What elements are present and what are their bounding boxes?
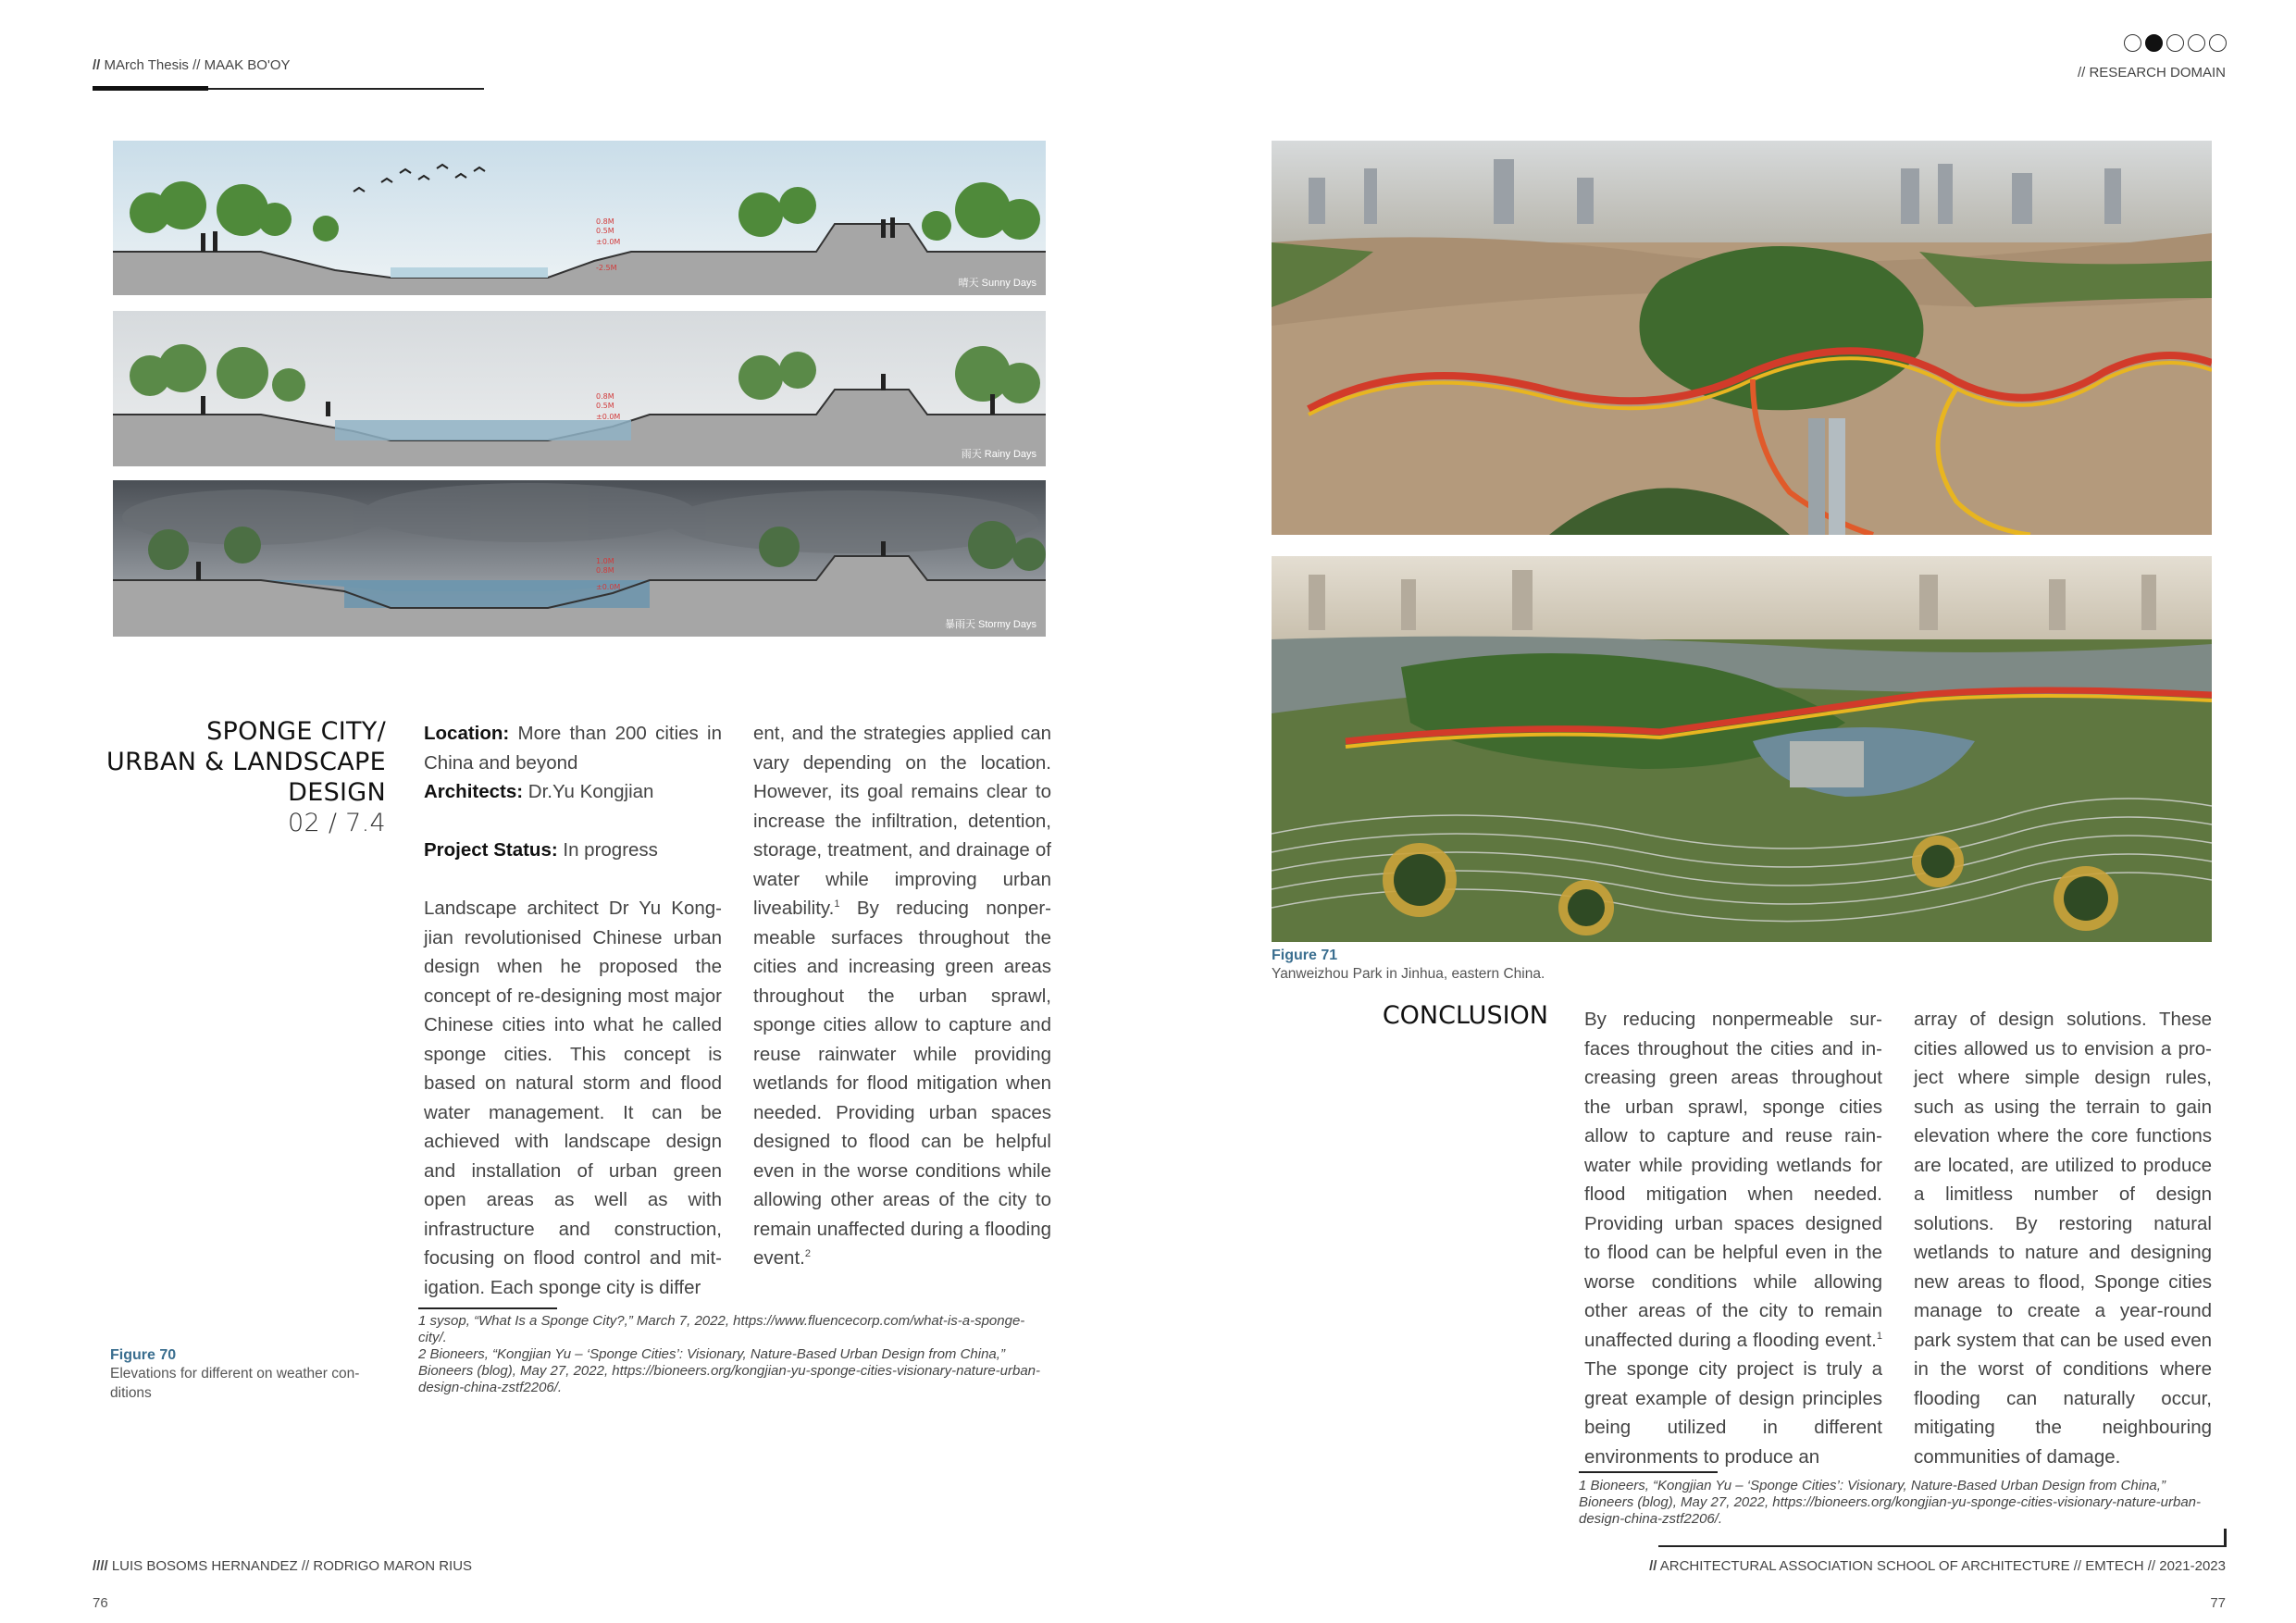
svg-text:1.0M: 1.0M	[596, 557, 614, 565]
location-label: Location:	[424, 723, 510, 744]
figure-71-title: Figure 71	[1272, 948, 1338, 963]
footnote-rule	[418, 1307, 557, 1309]
architects-label: Architects:	[424, 781, 524, 802]
page-indicator	[2124, 34, 2227, 52]
page-dot	[2124, 34, 2141, 52]
footer-authors	[93, 1558, 472, 1574]
svg-text:±0.0M: ±0.0M	[596, 583, 621, 591]
elevation-rainy-label: 雨天 Rainy Days	[961, 449, 1036, 460]
footnotes	[418, 1313, 1049, 1396]
figure-70-caption	[110, 1347, 392, 1403]
elevation-sunny-image	[113, 141, 1046, 295]
elevation-stormy-image	[113, 480, 1046, 637]
location-value: More than 200 cities in China and beyond	[424, 723, 722, 774]
header-left	[93, 57, 291, 73]
body-column-2	[753, 719, 1051, 1273]
elevation-stormy-label: 暴雨天 Stormy Days	[944, 619, 1036, 630]
section-number: 02 / 7.4	[288, 809, 386, 837]
body-column-1	[424, 719, 722, 1302]
footnote-right: 1 Bioneers, “Kongjian Yu – ‘Sponge Cities’: Visionary, Nature-Based Urban Design from China,” Bioneers (blog), May 27, 2022, https://bioneers.org/kongjian-yu-sponge-cities-visionary-nature-urban-design-china-zstf2206/.	[1579, 1478, 2202, 1527]
footnote-rule-right	[1579, 1471, 1718, 1473]
footer-rule	[1658, 1545, 2226, 1547]
park-aerial-photo-top	[1272, 141, 2212, 535]
authors-text: LUIS BOSOMS HERNANDEZ // RODRIGO MARON RIUS	[111, 1558, 473, 1574]
elevation-rainy-image	[113, 311, 1046, 466]
body-paragraph: Landscape architect Dr Yu Kongjian revolutionised Chinese urban design when he proposed the concept of re-designing most major Chinese cities into what he called sponge cities. This concept is based on natural storm and flood water management. It can be achieved with landscape design and installation of urban green open areas as well as with infrastructure and construction, focusing on flood control and mitigation. Each sponge city is differ	[424, 898, 722, 1298]
footnote-2: 2 Bioneers, “Kongjian Yu – ‘Sponge Cities’: Visionary, Nature-Based Urban Design from China,” Bioneers (blog), May 27, 2022, https://bioneers.org/kongjian-yu-sponge-cities-visionary-nature-urban-design-china-zstf2206/.	[418, 1346, 1041, 1395]
footnote-ref: 1	[834, 898, 840, 911]
page-dot-active	[2145, 34, 2163, 52]
project-status	[424, 836, 722, 865]
section-title-line-2: URBAN & LANDSCAPE	[106, 748, 386, 776]
page-number-right: 77	[2210, 1595, 2226, 1611]
architects-value: Dr.Yu Kongjian	[527, 781, 654, 802]
footer-left-prefix: ////	[93, 1558, 108, 1574]
school-text: ARCHITECTURAL ASSOCIATION SCHOOL OF ARCHITECTURE // EMTECH // 2021-2023	[1659, 1558, 2226, 1574]
svg-text:0.8M: 0.8M	[596, 392, 614, 401]
page-dot	[2209, 34, 2227, 52]
footnote-ref: 2	[804, 1248, 811, 1260]
section-title-line-1: SPONGE CITY/	[206, 717, 386, 746]
section-title-line-3: DESIGN	[288, 778, 386, 807]
section-tag: // RESEARCH DOMAIN	[2077, 65, 2226, 81]
thesis-title: MArch Thesis // MAAK BO'OY	[104, 57, 291, 73]
page-dot	[2188, 34, 2205, 52]
section-title	[106, 716, 386, 838]
header-left-prefix: //	[93, 57, 101, 73]
body-paragraph-continued	[753, 719, 1051, 1273]
footer-right-prefix: //	[1649, 1558, 1657, 1574]
svg-text:0.8M: 0.8M	[596, 217, 614, 226]
conclusion-text: The sponge city project is truly a great example of design principles being utilized in different environments to produce an	[1584, 1358, 1882, 1468]
conclusion-text: By reducing nonpermeable surfaces throughout the cities and increasing green areas throughout the urban sprawl, sponge cities allow to capture and reuse rainwater while providing wetlands for flood mitigation when needed. Providing urban spaces designed to flood can be helpful even in the worse conditions while allowing other areas of the city to remain unaffected during a flooding event.	[1584, 1009, 1882, 1351]
figure-70-text: Elevations for different on weather conditions	[110, 1366, 360, 1401]
figure-70-title: Figure 70	[110, 1347, 177, 1363]
conclusion-title: CONCLUSION	[1382, 1001, 1548, 1030]
conclusion-paragraph	[1584, 1005, 1882, 1471]
header-rule-accent	[93, 86, 208, 91]
elevation-sunny-label: 晴天 Sunny Days	[958, 278, 1036, 289]
figure-71-text: Yanweizhou Park in Jinhua, eastern China.	[1272, 966, 1545, 982]
status-value: In progress	[563, 839, 658, 861]
svg-text:±0.0M: ±0.0M	[596, 238, 621, 246]
footnote-1: 1 sysop, “What Is a Sponge City?,” March 7, 2022, https://www.fluencecorp.com/what-is-a-sponge-city/.	[418, 1313, 1025, 1345]
park-aerial-photo-bottom	[1272, 556, 2212, 942]
footnote-ref: 1	[1876, 1330, 1882, 1342]
svg-text:0.8M: 0.8M	[596, 566, 614, 575]
conclusion-column-1	[1584, 1005, 1882, 1471]
status-label: Project Status:	[424, 839, 558, 861]
page-number-left: 76	[93, 1595, 108, 1611]
conclusion-column-2	[1914, 1005, 2212, 1471]
svg-text:0.5M: 0.5M	[596, 402, 614, 410]
footer-school	[1649, 1558, 2226, 1574]
conclusion-paragraph-continued: array of design solutions. These cities allowed us to envision a project where simple design rules, such as using the terrain to gain elevation where the core functions are located, are utilized to produce a limitless number of design solutions. By restoring natural wetlands to nature and designing new areas to flood, Sponge cities manage to create a year-round park system that can be used even in the worst of conditions where flooding can naturally occur, mitigating the neighbouring communities of damage.	[1914, 1009, 2212, 1468]
project-meta	[424, 719, 722, 807]
page-dot	[2166, 34, 2184, 52]
svg-text:-2.5M: -2.5M	[596, 264, 617, 272]
svg-text:±0.0M: ±0.0M	[596, 413, 621, 421]
body-text: ent, and the strategies applied can vary depending on the location. However, its goal remains clear to increase the infiltration, detention, storage, treatment, and drainage of water while improving urban liveability.	[753, 723, 1051, 919]
svg-text:0.5M: 0.5M	[596, 227, 614, 235]
body-text: By reducing nonpermeable surfaces throughout the cities and increasing green areas throughout the urban sprawl, sponge cities allow to capture and reuse rainwater while providing wetlands for flood mitigation when needed. Providing urban spaces designed to flood can be helpful even in the worse conditions while allowing other areas of the city to remain unaffected during a flooding event.	[753, 898, 1051, 1269]
footer-rule-tick	[2224, 1529, 2227, 1547]
figure-71-caption	[1272, 948, 1827, 984]
